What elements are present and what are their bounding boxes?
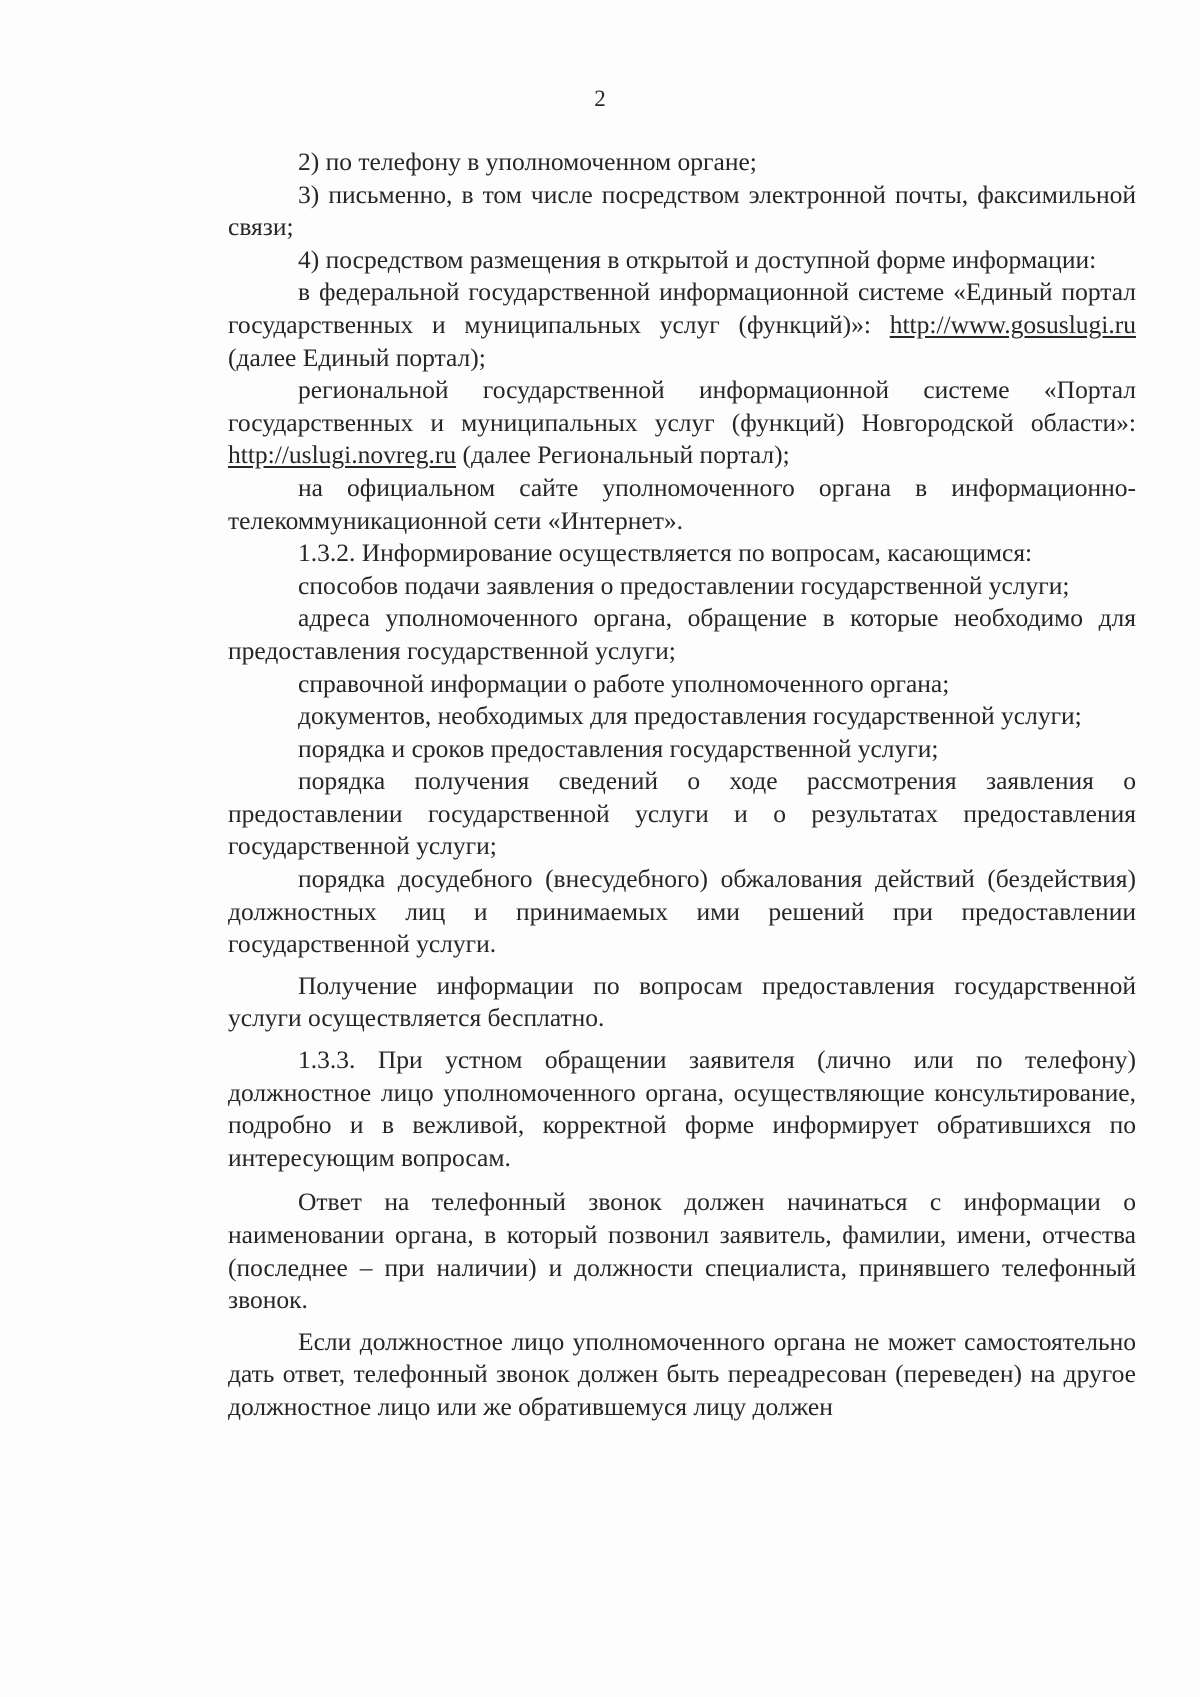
paragraph-documents: документов, необходимых для предоставления государственной услуги; <box>298 701 1082 731</box>
paragraph-text: (далее Региональный портал); <box>456 440 790 470</box>
paragraph-terms: порядка и сроков предоставления государственной услуги; <box>298 733 939 763</box>
paragraph-submission-methods: способов подачи заявления о предоставлении государственной услуги; <box>298 570 1070 600</box>
page-number: 2 <box>594 86 606 111</box>
paragraph-official-site: на официальном сайте уполномоченного органа в информационно-телекоммуникационной сети «Интернет». <box>228 472 1136 535</box>
paragraph-phone-answer: Ответ на телефонный звонок должен начинаться с информации о наименовании органа, в который позвонил заявитель, фамилии, имени, отчества (последнее – при наличии) и должности специалиста, принявшего телефонный звонок. <box>228 1187 1136 1315</box>
paragraph-redirect: Если должностное лицо уполномоченного органа не может самостоятельно дать ответ, телефонный звонок должен быть переадресован (переведен) на другое должностное лицо или же обратившемуся лицу должен <box>228 1326 1136 1421</box>
paragraph-free-of-charge: Получение информации по вопросам предоставления государственной услуги осуществляется бесплатно. <box>228 970 1136 1033</box>
paragraph-1-3-2: 1.3.2. Информирование осуществляется по вопросам, касающимся: <box>298 538 1033 568</box>
paragraph-text: региональной государственной информационной системе «Портал государственных и муниципальных услуг (функций) Новгородской области»: <box>228 375 1136 437</box>
paragraph-written: 3) письменно, в том числе посредством электронной почты, факсимильной связи; <box>228 179 1136 242</box>
paragraph-addresses: адреса уполномоченного органа, обращение в которые необходимо для предоставления государственной услуги; <box>228 603 1136 665</box>
paragraph-reference-info: справочной информации о работе уполномоченного органа; <box>298 668 950 698</box>
paragraph-text: (далее Единый портал); <box>228 342 486 372</box>
paragraph-text: в федеральной государственной информационной системе «Единый портал государственных и муниципальных услуг (функций)»: <box>228 277 1136 339</box>
novreg-link[interactable]: http://uslugi.novreg.ru <box>228 440 457 470</box>
paragraph-1-3-3: 1.3.3. При устном обращении заявителя (лично или по телефону) должностное лицо уполномоченного органа, осуществляющие консультирование, подробно и в вежливой, корректной форме информирует обратившихся по интересующим вопросам. <box>228 1045 1136 1172</box>
paragraph-publication: 4) посредством размещения в открытой и доступной форме информации: <box>298 244 1097 274</box>
paragraph-unified-portal <box>228 276 1136 374</box>
paragraph-progress: порядка получения сведений о ходе рассмотрения заявления о предоставлении государственной услуги и о результатах предоставления государственной услуги; <box>228 766 1136 861</box>
paragraph-phone: 2) по телефону в уполномоченном органе; <box>298 147 757 176</box>
paragraph-appeal: порядка досудебного (внесудебного) обжалования действий (бездействия) должностных лиц и принимаемых ими решений при предоставлении государственной услуги. <box>228 864 1136 959</box>
paragraph-regional-portal <box>228 374 1136 472</box>
gosuslugi-link[interactable]: http://www.gosuslugi.ru <box>889 309 1136 339</box>
document-body <box>228 146 1136 1424</box>
